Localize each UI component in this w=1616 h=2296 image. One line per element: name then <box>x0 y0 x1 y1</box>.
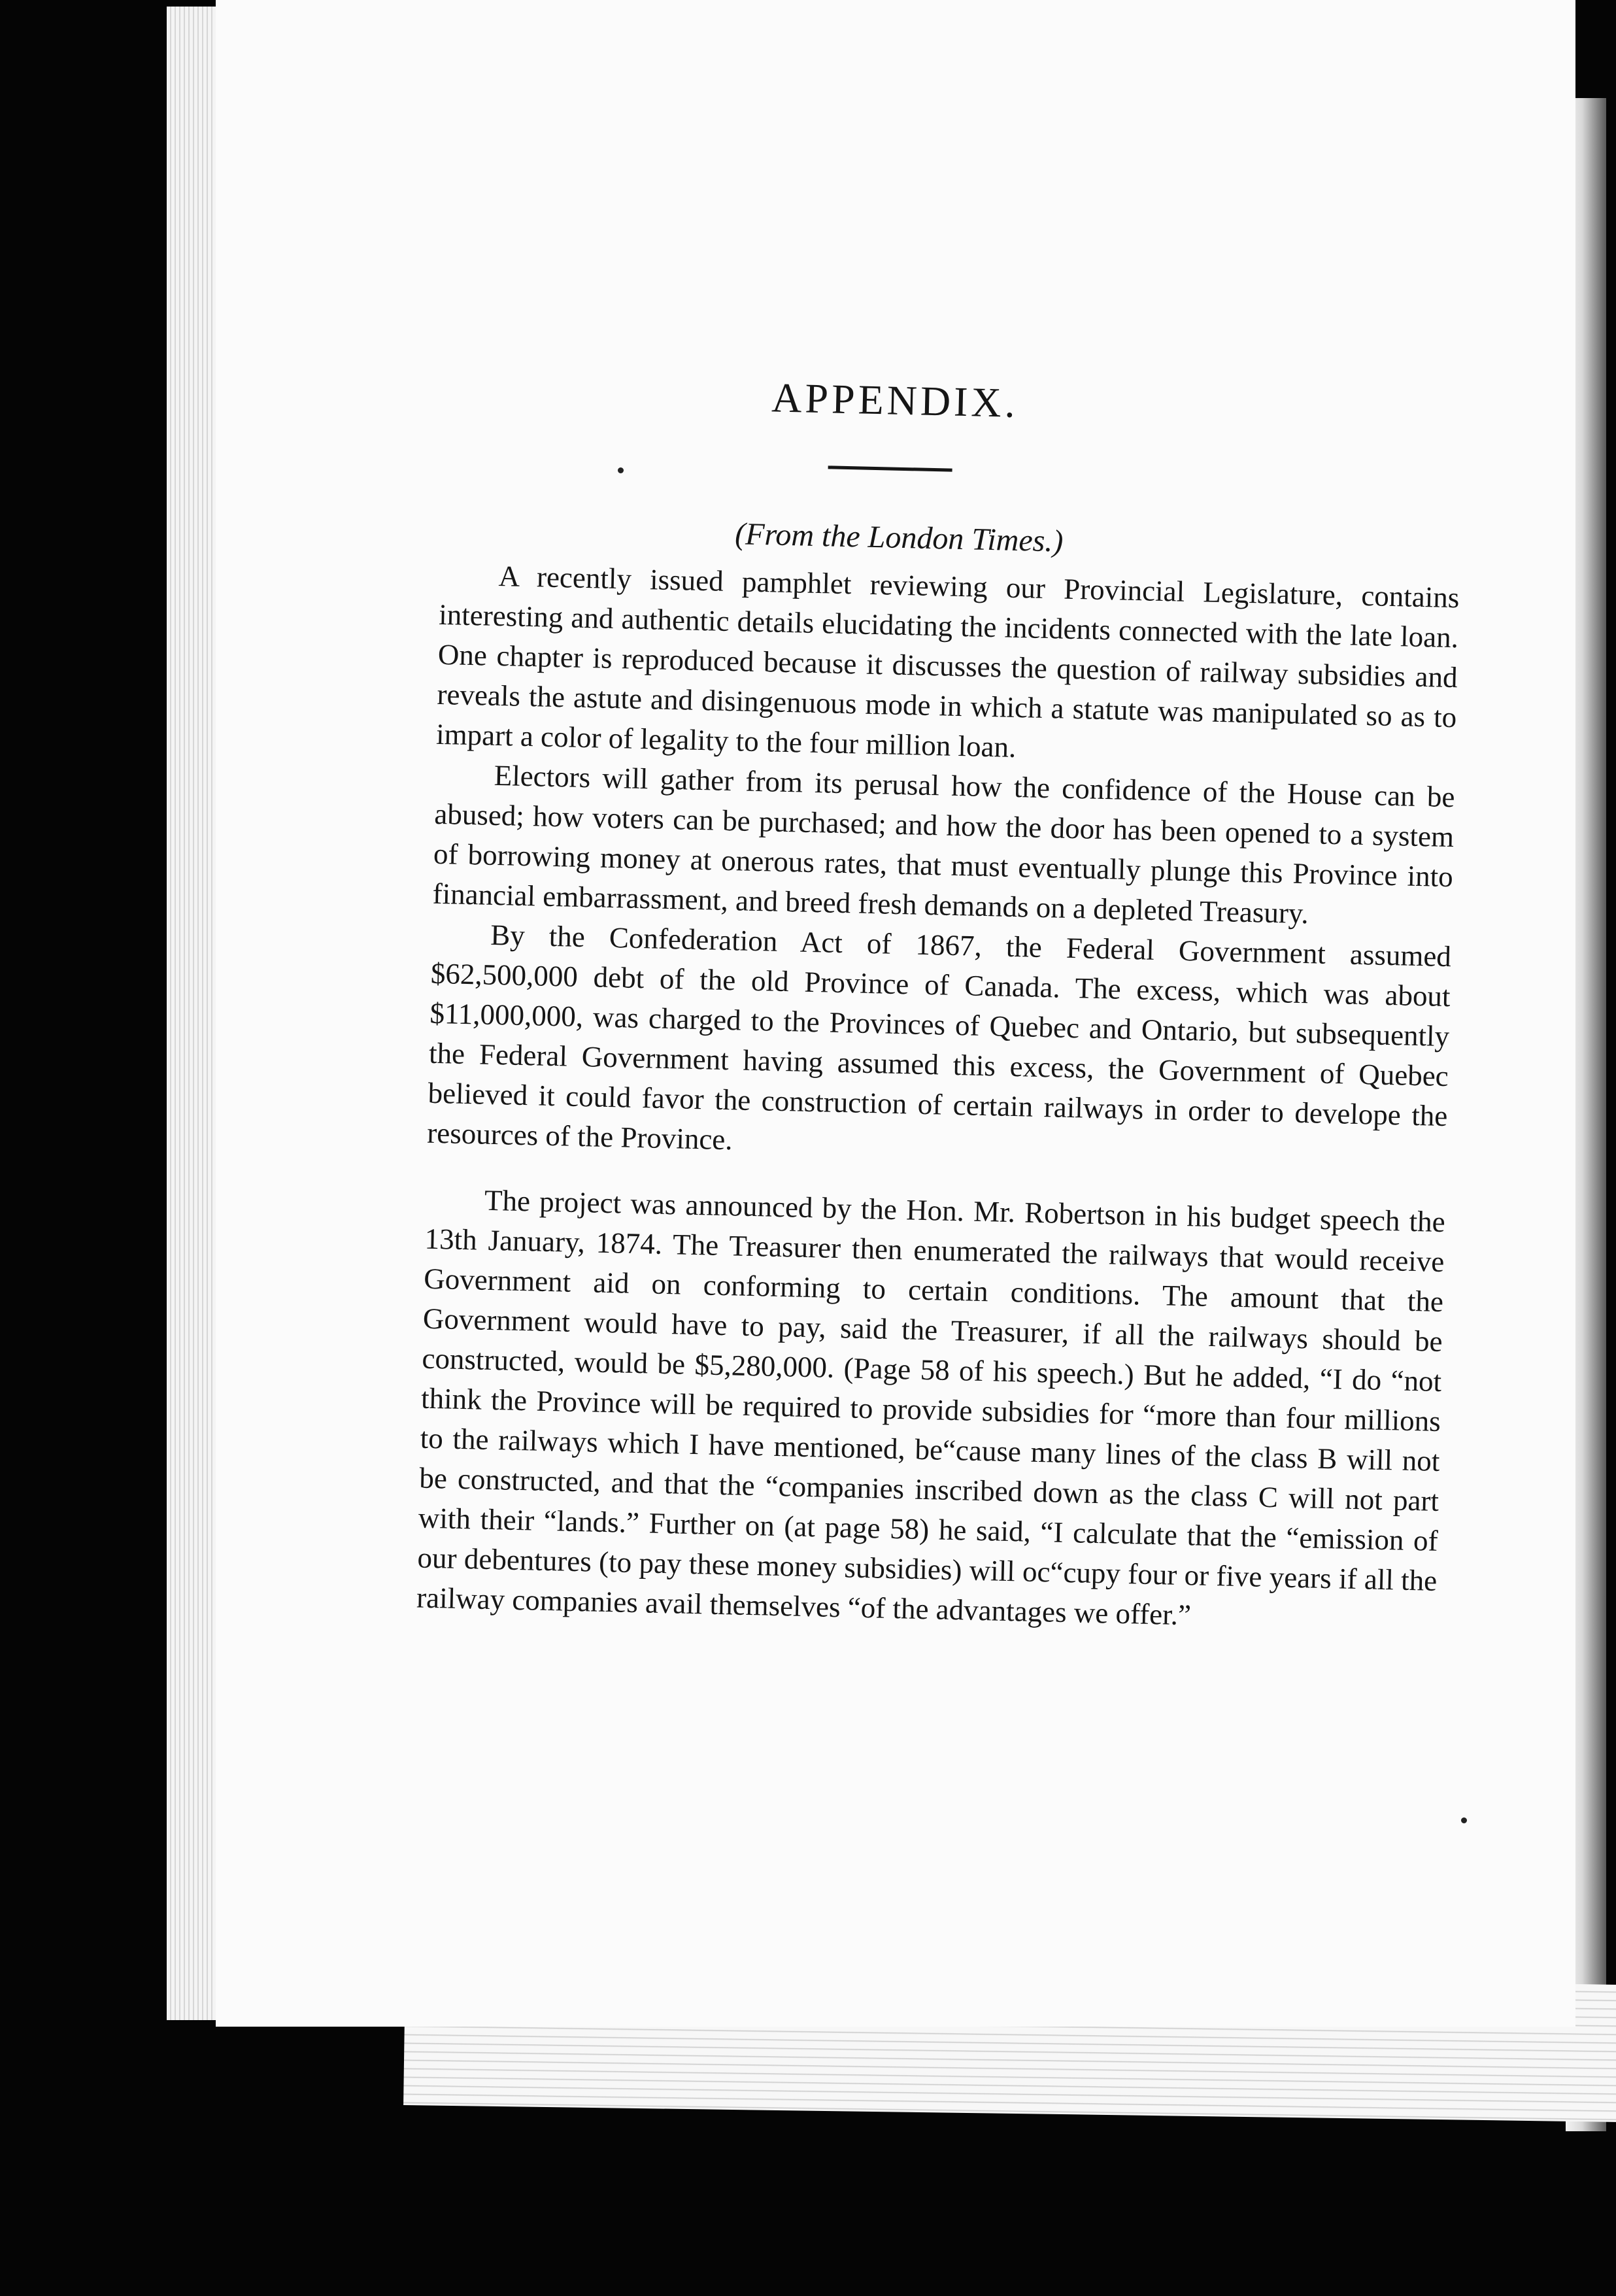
page-content <box>416 366 1464 1641</box>
page-title: APPENDIX. <box>771 374 1019 426</box>
title-rule <box>828 465 952 471</box>
paragraph: Electors will gather from its perusal how the confidence of the House can be abused; how voters can be purchased; and how the door has been opened to a system of borrowing money at onerous rates, that must eventually plunge this Province into financial embarrassment, and breed fresh demands on a depleted Treasury. <box>432 758 1456 930</box>
paragraph: A recently issued pamphlet reviewing our Provincial Legislature, contains interesting and authentic details elucidating the incidents connected with the late loan. One chapter is reproduced because it discusses the question of railway subsidies and reveals the astute and disingenuous mode in which a statute was manipulated so as to impart a color of legality to the four million loan. <box>435 559 1460 764</box>
source-line: (From the London Times.) <box>734 516 1064 559</box>
paragraph: The project was announced by the Hon. Mr. Robertson in his budget speech the 13th January, 1874. The Treasurer then enumerated the railways that would receive Government aid on conforming to certain conditions. The amount that the Government would have to pay, said the Treasurer, if all the railways should be constructed, would be $5,280,000. (Page 58 of his speech.) But he added, “I do “not think the Province will be required to provide subsidies for “more than four millions to the railways which I have mentioned, be“cause many lines of the class B will not be constructed, and that the “companies inscribed down as the class C will not part with their “lands.” Further on (at page 58) he said, “I calculate that the “emission of our debentures (to pay these money subsidies) will oc“cupy four or five years if all the railway companies avail themselves “of the advantages we offer.” <box>416 1183 1446 1632</box>
ink-speck <box>1461 1817 1467 1823</box>
paragraph: By the Confederation Act of 1867, the Federal Government assumed $62,500,000 debt of the old Province of Canada. The excess, which was about $11,000,000, was charged to the Provinces of Quebec and Ontario, but subsequently the Federal Government having assumed this excess, the Government of Quebec believed it could favor the construction of certain railways in order to develope the resources of the Province. <box>426 918 1452 1156</box>
